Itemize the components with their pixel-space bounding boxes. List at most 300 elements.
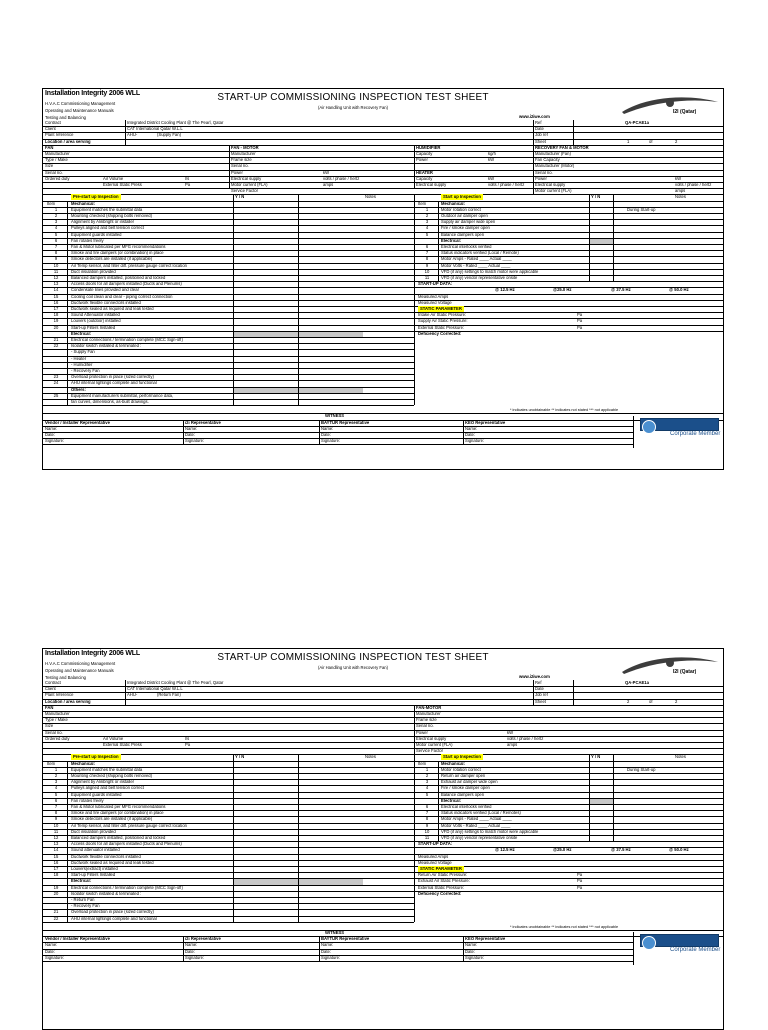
sheet-title: START-UP COMMISSIONING INSPECTION TEST SHEET: [217, 92, 489, 103]
item-text: Electrical connections / termination complete (MCC Sign-off): [71, 337, 183, 342]
item-number: 13: [53, 841, 59, 847]
unit-pa: Pa: [185, 742, 191, 747]
fan-field: Serial no.: [45, 169, 63, 175]
item-number: 17: [53, 866, 59, 871]
item-number: 18: [53, 872, 59, 878]
witness-column-heading: Vendor / Installer Representative: [45, 936, 110, 942]
item-number: 1: [54, 766, 58, 772]
item-text: Smoke detectors are installed (if applicable): [71, 816, 153, 822]
info-label: Client: [45, 686, 56, 692]
frequency-label: @ 12.5 Hz: [495, 287, 515, 293]
fan-field: Size: [45, 163, 54, 169]
info-label: Plant reference: [45, 692, 74, 698]
grid-line: [67, 761, 68, 922]
item-text: Fan & Motor lubricated per MFG recommendations: [71, 244, 166, 249]
item-text: Overload protection in place (sized correctly): [71, 374, 154, 380]
startup-label: Start up Inspection: [443, 754, 481, 760]
witness-signature-field[interactable]: Signature:: [45, 438, 65, 444]
air-volume-label: Air Volume: [103, 175, 124, 181]
yn-header: Y / N: [235, 194, 245, 200]
item-number: 10: [53, 262, 59, 268]
item-number: 9: [54, 256, 58, 262]
item-number: 5: [425, 791, 429, 797]
item-number: 9: [425, 262, 429, 268]
item-number: 7: [425, 250, 429, 256]
during-startup-note: During Start-up: [627, 766, 656, 772]
unit-ls: l/s: [185, 175, 190, 181]
grid-line: [613, 754, 614, 841]
grid-line: [233, 194, 234, 405]
item-text: Equipment guards installed: [71, 231, 122, 237]
witness-signature-field[interactable]: Signature:: [321, 438, 341, 444]
fan-motor-heading: FAN-MOTOR: [416, 704, 442, 710]
item-number: 25: [53, 392, 59, 398]
item-header: Item: [418, 200, 427, 206]
item-number: 10: [424, 828, 430, 834]
item-text: VFD (if any) vendor representative onsite: [441, 275, 518, 280]
frequency-label: @ 50.0 Hz: [669, 847, 689, 853]
item-text: - Humidifier: [71, 361, 93, 367]
item-text: Fan & Motor lubricated per MFG recommendations: [71, 804, 166, 809]
item-text: Isolator switch installed & terminated :: [71, 890, 142, 896]
item-text: Status indicators verified (Local / Remotes): [441, 810, 521, 816]
grid-line: [43, 139, 723, 140]
item-number: 3: [54, 219, 58, 225]
prestart-label: Pre-start up Inspection: [73, 194, 119, 200]
recovery-field: Fan Capacity: [535, 157, 560, 163]
item-text: Access doors for all dampers installed (Ducts and Plenums): [71, 841, 182, 847]
association-emblem-icon: [642, 420, 656, 434]
item-number: 11: [53, 268, 59, 274]
corporate-member-text: Corporate Member: [670, 947, 721, 954]
item-header: Item: [418, 760, 427, 766]
witness-name-field[interactable]: Name:: [321, 425, 334, 431]
item-number: 24: [53, 380, 59, 386]
witness-signature-field[interactable]: Signature:: [185, 438, 205, 444]
grid-line: [43, 730, 723, 731]
fan-field: Type / Make: [45, 157, 68, 163]
item-number: 3: [425, 779, 429, 785]
item-text: - Heater: [71, 355, 87, 361]
fan-field: Manufacturer: [45, 151, 70, 156]
item-text: Fire / smoke damper open: [441, 225, 490, 231]
fan-field: Ordered duty: [45, 175, 70, 181]
item-number: 15: [53, 853, 59, 859]
fan-field: Type / Make: [45, 717, 68, 723]
witness-name-field[interactable]: Name:: [465, 942, 478, 948]
item-number: 22: [53, 915, 59, 921]
info-label: Client: [45, 126, 56, 132]
item-number: 6: [425, 804, 429, 809]
item-text: Louvers (outdoor) installed: [71, 318, 121, 324]
ref-value: QA-PCAE1a: [625, 680, 649, 685]
item-text: Electrical connections / termination complete (MCC Sign-off): [71, 884, 183, 890]
grid-line: [589, 754, 590, 841]
item-number: 8: [425, 816, 429, 822]
unit-amps: amps: [675, 188, 686, 194]
info-label: Contract: [45, 120, 61, 125]
grid-line: [229, 145, 230, 188]
item-text: Pulleys aligned and belt tension correct: [71, 785, 144, 791]
item-text: Sound attenuator installed: [71, 847, 120, 853]
witness-name-field[interactable]: Name:: [465, 425, 478, 431]
item-text: Balance dampers open: [441, 231, 485, 237]
item-text: AHU internal lightings complete and functional: [71, 915, 157, 921]
item-number: 9: [425, 822, 429, 828]
frequency-label: @25.0 Hz: [553, 847, 572, 853]
fan-heading: FAN: [45, 144, 54, 150]
mechanical-heading: Mechanical:: [71, 760, 95, 766]
item-number: 4: [425, 785, 429, 791]
item-text: VFD (if any) settings to match motor were applicable: [441, 828, 539, 834]
grid-line: [319, 936, 320, 961]
ahu-desc: (Return Fan): [157, 692, 181, 698]
item-text: Fan rotates freely: [71, 797, 104, 803]
notes-header: Notes: [675, 194, 686, 200]
corporate-member-text: Corporate Member: [670, 430, 721, 437]
grid-line: [533, 145, 534, 195]
item-number: 17: [53, 306, 59, 311]
item-text: Equipment matches the submittal data: [71, 206, 143, 212]
yn-header: Y / N: [591, 194, 601, 200]
grid-line: [43, 717, 723, 718]
motor-field: Electrical supply: [416, 735, 447, 741]
item-number: 8: [425, 256, 429, 262]
witness-signature-field[interactable]: Signature:: [465, 438, 485, 444]
witness-name-field[interactable]: Name:: [321, 942, 334, 948]
deficiency-heading: Deficiency Corrected:: [418, 330, 462, 336]
static-field: Return Air Static Pressure:: [418, 872, 468, 878]
item-number: 19: [53, 884, 59, 890]
grid-line: [438, 761, 439, 842]
inspection-sheet-return: [42, 648, 724, 1030]
item-number: 8: [54, 810, 58, 816]
grid-line: [319, 420, 320, 445]
company-line: H.V.A.C Commissioning Management: [45, 661, 116, 666]
witness-date-field[interactable]: Date:: [465, 432, 476, 437]
item-text: Ductwork flexible connectors installed: [71, 853, 141, 859]
section-heading: Others:: [71, 386, 86, 392]
grid-line: [414, 705, 415, 755]
item-number: 7: [54, 244, 58, 249]
unit-kw: kW: [323, 169, 330, 175]
ref-value: QA-PCAE1a: [625, 120, 649, 125]
mechanical-heading: Mechanical:: [441, 200, 465, 206]
info-label: Contract: [45, 680, 61, 685]
item-number: 22: [53, 343, 59, 349]
grid-line: [573, 120, 574, 145]
witness-date-field[interactable]: Date:: [45, 948, 56, 954]
motor-field: Power: [416, 729, 428, 735]
witness-name-field[interactable]: Name:: [185, 942, 198, 948]
frequency-label: @ 37.5 Hz: [611, 287, 631, 293]
frequency-label: @ 50.0 Hz: [669, 287, 689, 293]
item-text: Start-up Filters Installed: [71, 872, 116, 878]
item-text: Ductwork sealed as required and leak tested: [71, 859, 154, 865]
grid-line: [43, 961, 633, 962]
item-text: Access doors for all dampers installed (Ducts and Plenums): [71, 281, 182, 287]
item-text: Smoke and fire dampers (or combination) in place: [71, 250, 164, 256]
grid-line: [298, 754, 299, 921]
notes-header: Notes: [365, 754, 376, 760]
info-label: Location / area serving: [45, 698, 91, 704]
item-number: 2: [54, 213, 58, 218]
item-text: Duct insulation provided: [71, 828, 116, 834]
grid-line: [43, 444, 633, 445]
deficiency-heading: Deficiency Corrected:: [418, 890, 462, 896]
notes-header: Notes: [365, 194, 376, 200]
witness-date-field[interactable]: Date:: [45, 432, 56, 437]
motor-field: Service Factor: [416, 748, 443, 754]
witness-signature-field[interactable]: Signature:: [321, 954, 341, 960]
recovery-field: Manufacturer (Motor): [535, 163, 575, 169]
item-text: Isolator switch installed & terminated :: [71, 343, 142, 349]
item-header: Item: [47, 200, 56, 206]
grid-line: [298, 194, 299, 405]
ahu-desc: (Supply Fan): [157, 132, 181, 138]
motor-field: Manufacturer: [231, 151, 256, 156]
item-text: Sound Attenuator installed: [71, 312, 120, 318]
info-label: Plant reference: [45, 132, 74, 138]
grid-line: [43, 736, 723, 737]
company-name: Installation Integrity 2006 WLL: [45, 650, 140, 657]
website-url: www.i2iwe.com: [519, 674, 550, 679]
item-text: Fire / smoke damper open: [441, 785, 490, 791]
witness-date-field[interactable]: Date:: [321, 948, 332, 954]
item-text: AHU internal lightings complete and functional: [71, 380, 157, 386]
item-number: 16: [53, 859, 59, 865]
item-text: Outdoor air damper open: [441, 213, 488, 218]
yn-header: Y / N: [591, 754, 601, 760]
prestart-label: Pre-start up Inspection: [73, 754, 119, 760]
inspection-sheet-supply: [42, 88, 724, 470]
unit-kw: kW: [507, 729, 514, 735]
static-unit: Pa: [577, 884, 583, 890]
grid-line: [43, 711, 723, 712]
unit-ls: l/s: [185, 735, 190, 741]
witness-column-heading: Vendor / Installer Representative: [45, 419, 110, 425]
item-text: Supply air damper wide open: [441, 219, 496, 225]
startup-data-heading: START-UP DATA:: [418, 281, 453, 287]
info-right-label: Sheet: [535, 698, 546, 704]
info-right-label: Ref: [535, 120, 542, 125]
item-number: 12: [53, 275, 59, 280]
sheet-title: START-UP COMMISSIONING INSPECTION TEST SHEET: [217, 652, 489, 663]
grid-line: [125, 680, 126, 705]
unit-kw: kW: [488, 157, 495, 163]
section-heading: Electrical:: [71, 878, 92, 884]
witness-name-field[interactable]: Name:: [45, 942, 58, 948]
item-number: 10: [53, 822, 59, 828]
info-right-label: Job ref: [535, 692, 548, 698]
fan-field: Ordered duty: [45, 735, 70, 741]
sheet-total: 2: [675, 138, 678, 144]
item-number: 6: [54, 797, 58, 803]
logo-wordmark: I2I (Qatar): [673, 669, 697, 675]
mechanical-heading: Mechanical:: [71, 200, 95, 206]
item-text: Pulleys aligned and belt tension correct: [71, 225, 144, 231]
sheet-subtitle: (Air Handling Unit with Recovery Fan): [317, 105, 389, 110]
item-text: Motor Amps - Rated ____ Actual ____: [441, 256, 512, 262]
info-right-label: Sheet: [535, 138, 546, 144]
item-text: - Supply Fan: [71, 349, 95, 355]
info-right-label: Date: [535, 686, 544, 692]
witness-signature-field[interactable]: Signature:: [45, 954, 65, 960]
static-unit: Pa: [577, 878, 583, 884]
item-number: 20: [53, 324, 59, 330]
ext-static-label: External Static Press: [103, 742, 142, 747]
static-field: Exhaust Air Static Pressure:: [418, 878, 470, 884]
motor-field: Frame size: [231, 157, 252, 163]
item-number: 2: [425, 773, 429, 778]
item-number: 6: [54, 237, 58, 243]
grid-line: [183, 420, 184, 445]
item-text: Mounting checked (shipping bolts removed): [71, 773, 153, 778]
item-text: Equipment manufacturers submittal, performance data,: [71, 392, 174, 398]
recovery-field: Power: [535, 175, 547, 181]
heater-field: Electrical supply: [416, 182, 447, 187]
grid-line: [43, 699, 723, 700]
witness-column-heading: KEO Representative: [465, 419, 506, 425]
item-number: 1: [425, 766, 429, 772]
grid-line: [43, 413, 723, 414]
of-label: of: [649, 698, 653, 704]
grid-line: [463, 420, 464, 445]
measured-voltage: Measured Voltage: [418, 299, 452, 305]
of-label: of: [649, 138, 653, 144]
item-text: Ductwork flexible connectors installed: [71, 299, 141, 305]
info-right-label: Date: [535, 126, 544, 132]
yn-header: Y / N: [235, 754, 245, 760]
static-field: External Static Pressure:: [418, 324, 465, 330]
unit-kw: kW: [488, 175, 495, 181]
frequency-label: @ 37.5 Hz: [611, 847, 631, 853]
ahu-value: AHU-: [127, 692, 138, 698]
witness-column-heading: BAYTUR Representative: [321, 936, 370, 942]
motor-field: Motor current (FLA): [416, 742, 453, 747]
static-unit: Pa: [577, 318, 583, 324]
motor-field: Motor current (FLA): [231, 182, 268, 187]
item-text: - Recovery Fan: [71, 903, 100, 909]
witness-date-field[interactable]: Date:: [185, 432, 196, 437]
grid-line: [43, 705, 723, 706]
grid-line: [43, 723, 723, 724]
association-emblem-icon: [642, 936, 656, 950]
static-field: Supply Air Static Pressure:: [418, 318, 468, 324]
item-text: - Recovery Fan: [71, 368, 100, 373]
motor-field: Electrical supply: [231, 175, 262, 181]
i2i-logo: [618, 94, 722, 120]
static-unit: Pa: [577, 324, 583, 330]
startup-label: Start up Inspection: [443, 194, 481, 200]
item-number: 4: [425, 225, 429, 231]
witness-signature-field[interactable]: Signature:: [185, 954, 205, 960]
company-line: Operating and Maintenance Manuals: [45, 108, 114, 113]
unit-amps: amps: [507, 742, 518, 747]
i2i-logo: [618, 654, 722, 680]
heater-field: Capacity: [416, 175, 433, 181]
witness-date-field[interactable]: Date:: [185, 948, 196, 954]
info-right-label: Job ref: [535, 132, 548, 138]
fan-motor-heading: FAN - MOTOR: [231, 144, 259, 150]
grid-line: [414, 145, 415, 188]
unit-volts: volts / phase / hertz: [507, 735, 544, 741]
item-number: 21: [53, 337, 59, 342]
info-right-label: Ref: [535, 680, 542, 685]
item-number: 21: [53, 909, 59, 915]
item-number: 5: [425, 231, 429, 237]
info-value: CAT International Qatar W.L.L: [127, 126, 183, 132]
grid-line: [183, 936, 184, 961]
grid-line: [414, 194, 415, 405]
section-heading: Electrical:: [441, 797, 462, 803]
unit-volts: volts / phase / hertz: [488, 182, 525, 187]
item-text: Status indicators verified (Local / Remote): [441, 250, 519, 256]
item-text: Return air damper open: [441, 773, 486, 778]
humid-field: Capacity: [416, 151, 433, 156]
item-number: 3: [425, 219, 429, 225]
witness-signature-field[interactable]: Signature:: [465, 954, 485, 960]
item-number: 5: [54, 791, 58, 797]
witness-column-heading: BAYTUR Representative: [321, 419, 370, 425]
footnote-text: * indicates unobtainable ** indicates not stated *** not applicable: [510, 924, 619, 929]
item-text: Air Temp sensor, and filter diff. pressure gauge correct location: [71, 262, 187, 268]
unit-pa: Pa: [185, 182, 191, 187]
company-name: Installation Integrity 2006 WLL: [45, 90, 140, 97]
fan-field: Serial no.: [45, 729, 63, 735]
info-value: CAT International Qatar W.L.L: [127, 686, 183, 692]
recovery-field: Motor current (FLA): [535, 188, 572, 194]
item-text: Balanced dampers installed, positioned and locked: [71, 835, 166, 840]
unit-volts: volts / phase / hertz: [323, 175, 360, 181]
item-number: 14: [53, 847, 59, 853]
item-text: Motor Volts - Rated ____ Actual ____: [441, 822, 511, 828]
unit-kgh: kg/h: [488, 151, 496, 156]
item-number: 13: [53, 281, 59, 287]
item-number: 16: [53, 299, 59, 305]
item-text: Overload protection in place (sized correctly): [71, 909, 154, 915]
item-text: Electrical interlocks verified: [441, 804, 492, 809]
witness-date-field[interactable]: Date:: [465, 948, 476, 954]
grid-line: [533, 680, 534, 705]
witness-name-field[interactable]: Name:: [185, 425, 198, 431]
static-label: STATIC PARAMETER: [420, 866, 462, 871]
item-text: Louvers(extract) installed: [71, 866, 118, 871]
witness-column-heading: i2i Representative: [185, 419, 221, 425]
item-number: 11: [53, 828, 59, 834]
section-heading: Electrical:: [71, 330, 92, 336]
witness-heading: WITNESS: [325, 930, 345, 935]
grid-line: [463, 936, 464, 961]
item-number: 20: [53, 890, 59, 896]
witness-date-field[interactable]: Date:: [321, 432, 332, 437]
item-number: 23: [53, 374, 59, 380]
item-text: Balanced dampers installed, positioned and locked: [71, 275, 166, 280]
item-text: fan curves, dimensions, as-built drawings.: [71, 399, 149, 404]
item-header: Item: [47, 760, 56, 766]
witness-name-field[interactable]: Name:: [45, 425, 58, 431]
item-number: 6: [425, 244, 429, 249]
grid-line: [633, 932, 634, 965]
item-number: 7: [425, 810, 429, 816]
grid-line: [43, 405, 414, 406]
item-number: 18: [53, 312, 59, 318]
info-label: Location / area serving: [45, 138, 91, 144]
grid-line: [233, 754, 234, 921]
footnote-text: * indicates unobtainable ** indicates not stated *** not applicable: [510, 408, 619, 413]
unit-amps: amps: [323, 182, 334, 187]
item-number: 12: [53, 835, 59, 840]
